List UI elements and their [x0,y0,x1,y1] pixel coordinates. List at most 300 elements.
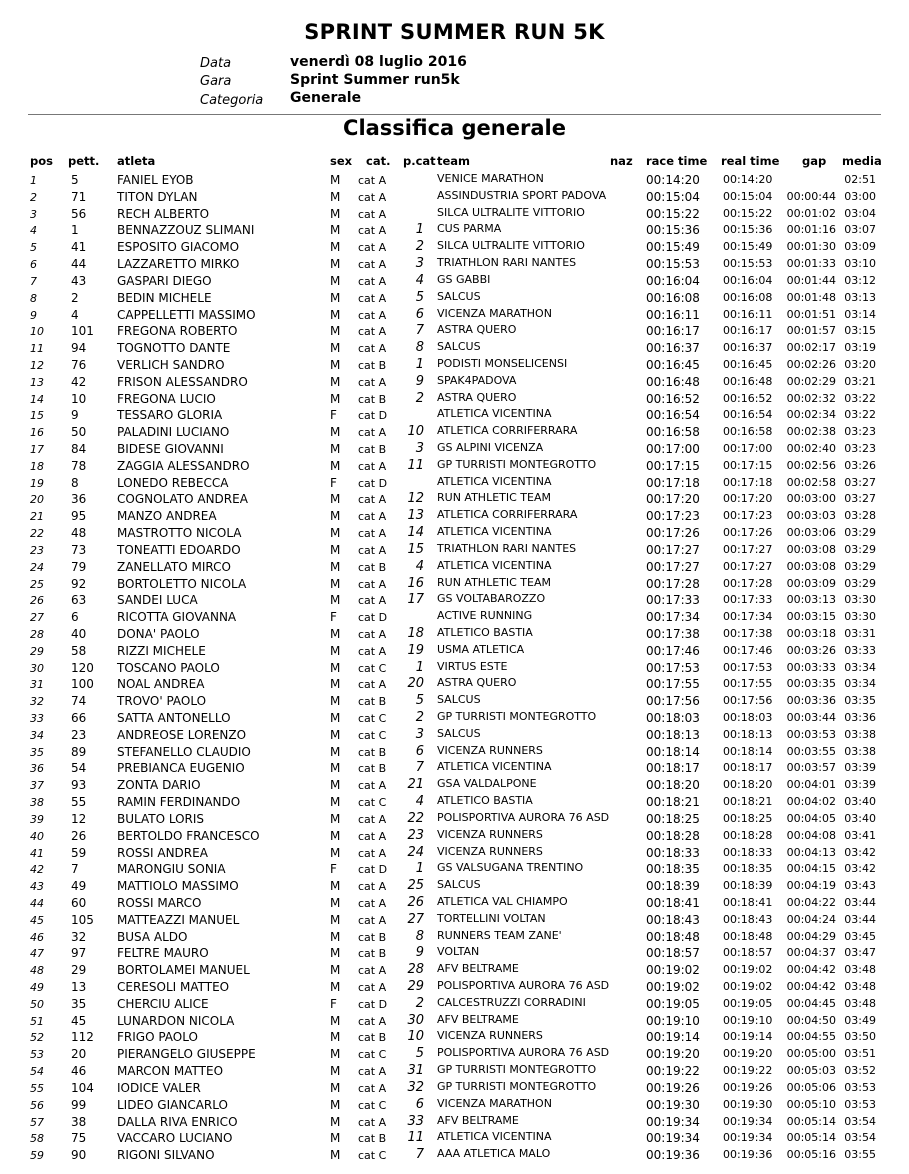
table-row [0,878,909,895]
athlete-cell: TROVO' PAOLO [117,694,207,709]
sex-cell: M [330,744,341,759]
sex-cell: M [330,811,341,826]
real-time-cell: 00:18:43 [723,912,773,926]
bib-cell: 97 [71,946,87,961]
athlete-cell: ZAGGIA ALESSANDRO [117,458,250,473]
sex-cell: M [330,240,341,255]
bib-cell: 90 [71,1148,87,1163]
sex-cell: M [330,223,341,238]
bib-cell: 78 [71,458,87,473]
team-cell: SALCUS [437,289,481,303]
sex-cell: M [330,778,341,793]
sex-cell: M [330,542,341,557]
team-cell: ATLETICO BASTIA [437,794,533,808]
position-cell: 6 [30,258,37,272]
bib-cell: 32 [71,929,87,944]
pace-cell: 03:21 [844,374,876,388]
pace-cell: 03:49 [844,1013,876,1027]
header-team: team [437,154,471,168]
real-time-cell: 00:18:20 [723,778,773,792]
sex-cell: M [330,845,341,860]
sex-cell: M [330,391,341,406]
team-cell: ASSINDUSTRIA SPORT PADOVA [437,188,607,202]
athlete-cell: VACCARO LUCIANO [117,1131,233,1146]
position-cell: 29 [30,644,44,658]
race-time-cell: 00:18:35 [646,862,700,877]
bib-cell: 26 [71,828,87,843]
sex-cell: F [330,475,337,490]
table-row [0,323,909,340]
pace-cell: 03:22 [844,408,876,422]
race-time-cell: 00:15:36 [646,223,700,238]
category-position-cell: 4 [415,558,424,574]
category-position-cell: 12 [407,491,424,507]
pace-cell: 03:47 [844,946,876,960]
category-cell: cat A [358,174,387,187]
category-position-cell: 14 [407,525,424,541]
gap-cell: 00:01:51 [786,307,836,321]
gap-cell: 00:03:08 [786,542,836,556]
team-cell: SALCUS [437,340,481,354]
bib-cell: 101 [71,324,94,339]
gap-cell: 00:05:14 [786,1114,836,1128]
real-time-cell: 00:17:18 [723,475,773,489]
sex-cell: M [330,442,341,456]
bib-cell: 40 [71,626,87,641]
real-time-cell: 00:19:02 [723,963,773,977]
pace-cell: 03:53 [844,1080,876,1094]
team-cell: ATLETICA VICENTINA [437,1130,552,1144]
team-cell: RUN ATHLETIC TEAM [437,575,551,589]
race-time-cell: 00:17:18 [646,475,700,490]
real-time-cell: 00:17:56 [723,694,773,708]
race-time-cell: 00:18:48 [646,929,700,944]
real-time-cell: 00:15:49 [723,240,773,254]
pace-cell: 03:44 [844,895,876,909]
position-cell: 51 [30,1014,44,1028]
meta-value-data: venerdì 08 luglio 2016 [290,54,467,70]
position-cell: 9 [30,308,37,322]
position-cell: 7 [30,274,37,288]
bib-cell: 38 [71,1114,87,1129]
race-time-cell: 00:18:14 [646,744,700,759]
gap-cell: 00:02:58 [786,475,836,489]
real-time-cell: 00:16:52 [723,391,773,405]
table-row [0,374,909,391]
category-cell: cat D [358,476,388,490]
race-time-cell: 00:18:13 [646,727,700,742]
position-cell: 14 [30,392,44,406]
athlete-cell: TESSARO GLORIA [117,408,223,423]
sex-cell: M [330,660,341,675]
gap-cell: 00:04:42 [786,980,836,993]
bib-cell: 99 [71,1097,87,1112]
pace-cell: 03:38 [844,744,876,758]
athlete-cell: COGNOLATO ANDREA [117,492,248,507]
category-cell: cat A [358,510,387,524]
sex-cell: M [330,458,341,473]
sex-cell: M [330,980,341,994]
bib-cell: 23 [71,727,87,742]
position-cell: 1 [30,174,37,187]
real-time-cell: 00:19:30 [723,1097,773,1111]
race-time-cell: 00:15:04 [646,189,700,204]
header-pcat: p.cat [403,154,436,168]
pace-cell: 03:30 [844,593,876,607]
table-row [0,206,909,223]
category-cell: cat A [358,846,387,860]
race-time-cell: 00:16:17 [646,324,700,339]
table-row [0,744,909,761]
gap-cell: 00:02:17 [786,341,836,355]
sex-cell: M [330,357,341,372]
header-sex: sex [330,154,353,168]
table-row [0,861,909,878]
gap-cell: 00:03:13 [786,593,836,607]
category-position-cell: 1 [415,861,424,877]
table-row [0,1097,909,1114]
category-position-cell: 17 [407,592,424,608]
table-row [0,559,909,576]
sex-cell: M [330,727,341,742]
table-row [0,962,909,979]
position-cell: 38 [30,796,44,810]
pace-cell: 03:39 [844,761,876,775]
bib-cell: 5 [71,173,79,187]
race-time-cell: 00:19:14 [646,1030,700,1045]
pace-cell: 02:51 [844,173,876,186]
pace-cell: 03:27 [844,492,876,506]
table-row [0,794,909,811]
category-cell: cat A [358,678,387,692]
table-row [0,256,909,273]
real-time-cell: 00:16:37 [723,341,773,355]
pace-cell: 03:10 [844,257,876,271]
bib-cell: 95 [71,509,87,524]
position-cell: 43 [30,880,44,894]
real-time-cell: 00:17:46 [723,643,773,657]
athlete-cell: SATTA ANTONELLO [117,711,231,725]
pace-cell: 03:38 [844,727,876,741]
category-cell: cat B [358,745,387,759]
table-row [0,189,909,206]
pace-cell: 03:34 [844,660,876,674]
sex-cell: M [330,626,341,641]
category-position-cell: 20 [407,676,424,692]
team-cell: AAA ATLETICA MALO [437,1147,551,1161]
sex-cell: F [330,408,337,423]
page-title: SPRINT SUMMER RUN 5K [304,20,605,44]
category-cell: cat A [358,981,387,994]
real-time-cell: 00:19:34 [723,1114,773,1128]
position-cell: 3 [30,207,37,221]
category-cell: cat A [358,779,387,793]
category-cell: cat B [358,947,387,961]
position-cell: 24 [30,560,44,574]
race-time-cell: 00:15:22 [646,206,700,221]
race-time-cell: 00:18:57 [646,946,700,961]
position-cell: 35 [30,745,44,759]
position-cell: 37 [30,779,44,793]
category-position-cell: 3 [415,726,424,742]
position-cell: 53 [30,1048,44,1062]
meta-label-categoria: Categoria [200,93,264,108]
athlete-cell: RIGONI SILVANO [117,1148,215,1163]
position-cell: 25 [30,577,44,591]
sex-cell: M [330,509,341,524]
athlete-cell: STEFANELLO CLAUDIO [117,744,251,759]
team-cell: VIRTUS ESTE [437,659,508,673]
athlete-cell: ZANELLATO MIRCO [117,559,231,574]
gap-cell: 00:05:16 [786,1148,836,1162]
sex-cell: M [330,912,341,927]
table-row [0,508,909,525]
results-table [0,172,909,1164]
category-cell: cat A [358,1081,387,1095]
real-time-cell: 00:18:48 [723,929,773,943]
table-row [0,525,909,542]
bib-cell: 50 [71,425,87,440]
category-position-cell: 31 [407,1063,424,1079]
athlete-cell: CAPPELLETTI MASSIMO [117,307,256,322]
gap-cell: 00:05:06 [786,1080,836,1094]
athlete-cell: VERLICH SANDRO [117,357,225,372]
athlete-cell: BERTOLDO FRANCESCO [117,828,260,843]
athlete-cell: FELTRE MAURO [117,946,209,961]
race-time-cell: 00:18:21 [646,795,700,810]
bib-cell: 79 [71,559,87,574]
gap-cell: 00:02:40 [786,442,836,455]
real-time-cell: 00:19:34 [723,1131,773,1145]
real-time-cell: 00:19:22 [723,1064,773,1078]
gap-cell: 00:02:26 [786,357,836,371]
sex-cell: M [330,206,341,221]
category-cell: cat B [358,762,387,776]
race-time-cell: 00:19:26 [646,1080,700,1095]
team-cell: TRIATHLON RARI NANTES [437,541,577,555]
position-cell: 40 [30,829,44,843]
sex-cell: M [330,374,341,389]
sex-cell: M [330,677,341,692]
category-position-cell: 19 [407,642,424,658]
category-cell: cat C [358,796,387,810]
category-cell: cat A [358,291,387,305]
real-time-cell: 00:15:04 [723,189,773,203]
pace-cell: 03:12 [844,273,876,287]
header-divider [28,114,881,115]
pace-cell: 03:53 [844,1097,876,1111]
pace-cell: 03:43 [844,879,876,893]
real-time-cell: 00:19:05 [723,996,773,1010]
category-cell: cat A [358,913,387,927]
race-time-cell: 00:17:53 [646,660,700,675]
bib-cell: 73 [71,542,87,557]
athlete-cell: MASTROTTO NICOLA [117,526,242,541]
bib-cell: 59 [71,845,87,860]
team-cell: ATLETICA VICENTINA [437,760,552,774]
table-row [0,1080,909,1097]
sex-cell: M [330,795,341,810]
category-position-cell: 28 [407,962,424,978]
gap-cell: 00:02:38 [786,425,836,439]
race-time-cell: 00:17:20 [646,492,700,507]
table-row [0,475,909,492]
category-cell: cat A [358,241,387,255]
pace-cell: 03:42 [844,862,876,876]
header-race-time: race time [646,154,708,168]
sex-cell: M [330,828,341,843]
athlete-cell: PIERANGELO GIUSEPPE [117,1047,256,1062]
team-cell: TORTELLINI VOLTAN [437,911,546,925]
gap-cell: 00:04:45 [786,996,836,1010]
race-time-cell: 00:16:48 [646,374,700,389]
team-cell: GP TURRISTI MONTEGROTTO [437,1079,597,1093]
real-time-cell: 00:18:21 [723,795,773,809]
position-cell: 54 [30,1065,44,1079]
table-row [0,273,909,290]
athlete-cell: TOGNOTTO DANTE [117,341,231,356]
athlete-cell: BUSA ALDO [117,929,188,944]
athlete-cell: ROSSI ANDREA [117,845,208,860]
gap-cell: 00:04:05 [786,811,836,825]
category-position-cell: 1 [415,222,424,238]
bib-cell: 42 [71,374,87,389]
table-row [0,391,909,408]
position-cell: 16 [30,426,44,440]
pace-cell: 03:26 [844,458,876,472]
real-time-cell: 00:17:33 [723,593,773,607]
race-time-cell: 00:17:34 [646,610,700,625]
pace-cell: 03:27 [844,475,876,489]
table-row [0,643,909,660]
table-row [0,895,909,912]
athlete-cell: GASPARI DIEGO [117,273,212,288]
header-cat: cat. [366,154,391,168]
team-cell: USMA ATLETICA [437,642,525,656]
team-cell: AFV BELTRAME [437,1012,519,1026]
category-cell: cat A [358,493,387,507]
pace-cell: 03:31 [844,626,876,640]
category-position-cell: 9 [415,945,424,961]
position-cell: 46 [30,930,44,944]
sex-cell: M [330,307,341,322]
sex-cell: M [330,257,341,272]
position-cell: 2 [30,190,37,204]
pace-cell: 03:29 [844,526,876,540]
position-cell: 28 [30,627,44,641]
athlete-cell: ROSSI MARCO [117,895,202,910]
team-cell: GS VALSUGANA TRENTINO [437,861,584,875]
race-time-cell: 00:15:49 [646,240,700,255]
team-cell: GS GABBI [437,272,491,286]
race-time-cell: 00:17:27 [646,542,700,557]
real-time-cell: 00:18:57 [723,946,773,960]
gap-cell: 00:03:03 [786,509,836,523]
table-row [0,1114,909,1131]
category-cell: cat A [358,543,387,557]
real-time-cell: 00:18:13 [723,727,773,741]
category-position-cell: 15 [407,541,424,557]
category-cell: cat C [358,1048,387,1062]
team-cell: ATLETICA VICENTINA [437,407,552,421]
category-cell: cat A [358,812,387,826]
real-time-cell: 00:17:34 [723,610,773,624]
category-cell: cat B [358,930,387,944]
race-time-cell: 00:16:45 [646,357,700,372]
table-row [0,929,909,946]
category-cell: cat B [358,443,387,456]
category-cell: cat B [358,358,387,372]
team-cell: VICENZA MARATHON [437,306,552,320]
real-time-cell: 00:18:25 [723,811,773,825]
pace-cell: 03:35 [844,694,876,708]
bib-cell: 29 [71,963,87,978]
gap-cell: 00:04:22 [786,895,836,909]
team-cell: ATLETICA VICENTINA [437,474,552,488]
position-cell: 20 [30,493,44,507]
table-row [0,626,909,643]
gap-cell: 00:01:30 [786,240,836,254]
category-cell: cat A [358,627,387,641]
sex-cell: M [330,273,341,288]
race-time-cell: 00:17:28 [646,576,700,591]
athlete-cell: MARONGIU SONIA [117,862,226,877]
table-row [0,592,909,609]
bib-cell: 46 [71,1064,87,1079]
team-cell: POLISPORTIVA AURORA 76 ASD [437,810,610,824]
category-cell: cat A [358,829,387,843]
race-time-cell: 00:17:26 [646,526,700,541]
pace-cell: 03:19 [844,341,876,355]
category-cell: cat D [358,611,388,625]
bib-cell: 120 [71,660,94,675]
category-position-cell: 10 [407,1029,424,1045]
pace-cell: 03:33 [844,643,876,657]
bib-cell: 89 [71,744,87,759]
athlete-cell: TOSCANO PAOLO [117,660,220,675]
team-cell: ATLETICA CORRIFERRARA [437,508,578,522]
category-position-cell: 13 [407,508,424,524]
pace-cell: 03:09 [844,240,876,254]
real-time-cell: 00:18:41 [723,895,773,909]
pace-cell: 03:34 [844,677,876,691]
real-time-cell: 00:18:14 [723,744,773,758]
athlete-cell: CERESOLI MATTEO [117,980,230,994]
bib-cell: 100 [71,677,94,692]
position-cell: 33 [30,712,44,725]
athlete-cell: FREGONA ROBERTO [117,324,238,339]
team-cell: SALCUS [437,726,481,740]
gap-cell: 00:01:44 [786,273,836,287]
real-time-cell: 00:18:03 [723,711,773,724]
category-cell: cat A [358,459,387,473]
category-cell: cat A [358,644,387,658]
team-cell: SILCA ULTRALITE VITTORIO [437,205,585,219]
position-cell: 44 [30,896,44,910]
pace-cell: 03:48 [844,996,876,1010]
pace-cell: 03:29 [844,576,876,590]
category-position-cell: 2 [415,239,424,255]
category-position-cell: 33 [407,1113,424,1129]
category-cell: cat A [358,308,387,322]
athlete-cell: BULATO LORIS [117,811,205,826]
table-row [0,340,909,357]
race-time-cell: 00:16:54 [646,408,700,423]
pace-cell: 03:48 [844,980,876,993]
team-cell: POLISPORTIVA AURORA 76 ASD [437,1046,610,1060]
category-position-cell: 7 [415,323,424,339]
position-cell: 34 [30,728,44,742]
